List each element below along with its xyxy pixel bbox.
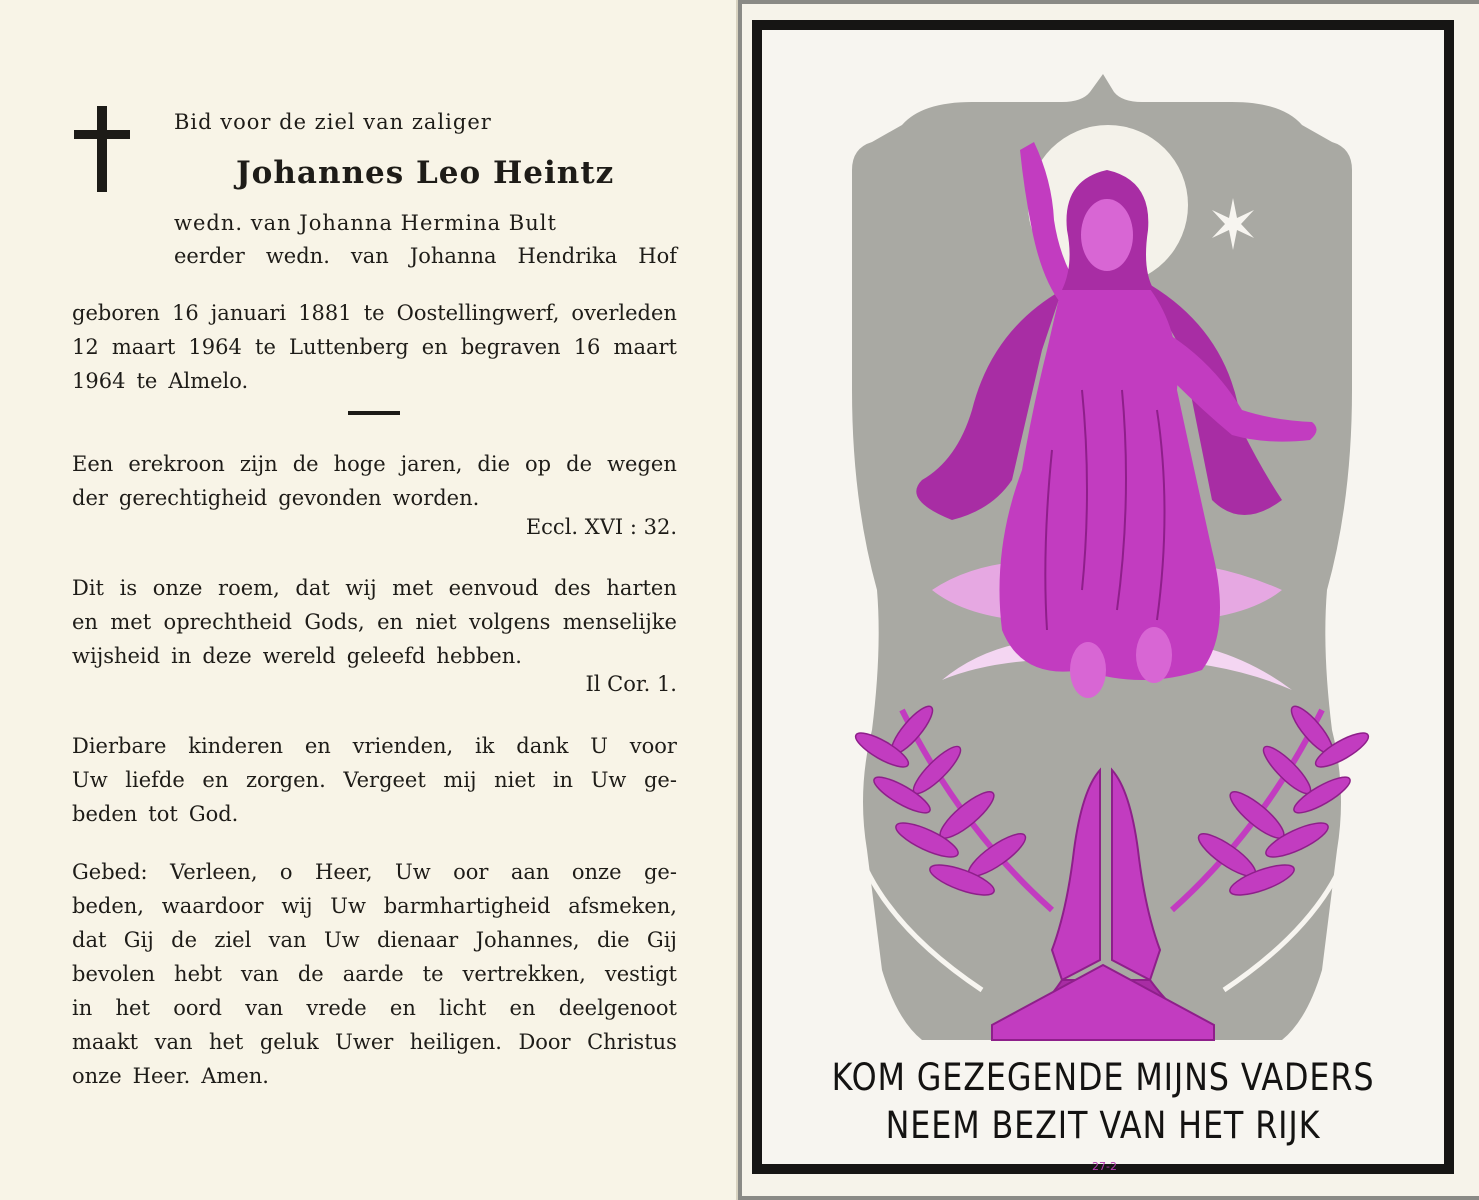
word: aarde [342,962,404,986]
word: Heer. [132,1064,191,1088]
word: volgens [468,610,551,634]
word: zorgen. [245,768,326,792]
word: bevolen [72,962,156,986]
word: gerechtigheid [118,486,268,510]
word: hoge [333,452,386,476]
word: onze [152,576,203,600]
word: op [525,452,552,476]
word: Uw [590,768,627,792]
word: dienaar [377,928,459,952]
word: deelgenoot [558,996,677,1020]
text-line [72,605,677,639]
word: de [297,962,324,986]
word: het [115,996,150,1020]
word: Uw [323,928,360,952]
text-line [72,1059,677,1093]
word: de [566,452,593,476]
word: Een [72,452,114,476]
word: overleden [571,301,677,325]
word: van [154,1030,193,1054]
word: 12 [72,335,99,359]
word: harten [606,576,677,600]
text-line [72,330,677,364]
word: roem, [218,576,280,600]
black-border-frame [752,20,1454,1174]
word: licht [439,996,487,1020]
word: Gij [123,928,154,952]
divider [348,411,400,415]
word: wij [345,576,377,600]
word: ge- [643,768,677,792]
word: Dierbare [72,734,167,758]
word: eenvoud [448,576,539,600]
word: deze [202,644,252,668]
verse-2-reference: Il Cor. 1. [585,672,677,696]
word: Verleen, [170,860,258,884]
text-line [72,481,677,515]
word: tot [148,802,178,826]
word: oor [453,860,489,884]
deceased-name: Johannes Leo Heintz [236,155,615,191]
caption-line-2: NEEM BEZIT VAN HET RIJK [885,1104,1321,1147]
word: erekroon [128,452,225,476]
word: Christus [587,1030,677,1054]
word: met [110,610,152,634]
word: Johannes, [475,928,580,952]
word: Door [518,1030,571,1054]
word: oprechtheid [163,610,292,634]
word: en [421,335,448,359]
word: Uw [72,768,108,792]
text-line [72,639,677,673]
text-line [72,571,677,605]
word: 1881 [298,301,352,325]
text-line [72,364,677,398]
left-foot [1070,642,1106,698]
word: U [590,734,608,758]
word: te [136,369,158,393]
word: Uwer [335,1030,394,1054]
word: dank [516,734,569,758]
word: geleefd [346,644,426,668]
word: Hof [638,244,677,268]
christ-enthroned-illustration [762,30,1444,1164]
word: aan [510,860,550,884]
word: de [292,452,319,476]
word: de [171,928,198,952]
widower-line-1: wedn. van Johanna Hermina Bult [174,211,557,235]
word: Heer, [315,860,373,884]
word: der [72,486,108,510]
word: in [552,768,574,792]
word: niet [494,768,536,792]
word: afsmeken, [568,894,677,918]
verse-1-reference: Eccl. XVI : 32. [525,515,677,539]
word: jaren, [400,452,463,476]
word: Uw [395,860,431,884]
word: wegen [607,452,677,476]
text-line [72,991,677,1025]
word: vrienden, [352,734,454,758]
word: en [377,610,404,634]
word: worden. [392,486,480,510]
word: ge- [643,860,677,884]
word: en [202,768,229,792]
text-line [72,729,677,763]
word: o [279,860,293,884]
print-mark: 27-2 [1092,1160,1117,1173]
word: vrede [306,996,367,1020]
word: die [596,928,630,952]
verse-1-paragraph [72,447,677,515]
word: 16 [573,335,601,359]
word: eerder [174,244,245,268]
right-foot [1136,627,1172,683]
word: 1964 [188,335,242,359]
word: dat [295,576,330,600]
word: van [350,244,389,268]
word: waardoor [161,894,264,918]
word: ziel [214,928,252,952]
word: te [422,962,444,986]
word: Dit [72,576,104,600]
word: onze [571,860,622,884]
word: wijsheid [72,644,161,668]
word: en [304,734,331,758]
word: 1964 [72,369,126,393]
word: wedn. [265,244,330,268]
word: zijn [239,452,278,476]
word: beden, [72,894,144,918]
word: met [392,576,434,600]
word: mij [443,768,477,792]
word: menselijke [562,610,677,634]
word: en [389,996,416,1020]
cross-icon [74,106,130,192]
word: liefde [125,768,185,792]
word: is [119,576,138,600]
prayer-paragraph [72,855,677,1093]
word: Uw [330,894,366,918]
word: te [255,335,276,359]
word: van [245,996,284,1020]
word: Gij [646,928,677,952]
word: maart [111,335,176,359]
word: oord [173,996,222,1020]
word: in [171,644,192,668]
text-line [72,763,677,797]
word: geluk [259,1030,319,1054]
word: geboren [72,301,160,325]
word: Johanna [409,244,497,268]
word: en [509,996,536,1020]
memorial-text-card [0,0,738,1200]
memorial-picture-card [742,4,1479,1196]
text-line [72,447,677,481]
word: in [72,996,93,1020]
word: maakt [72,1030,139,1054]
word: beden [72,802,138,826]
word: hebben. [436,644,522,668]
word: ik [475,734,495,758]
word: God. [188,802,239,826]
word: Amen. [201,1064,269,1088]
word: dat [72,928,107,952]
birth-death-paragraph [72,296,677,398]
word: Gebed: [72,860,148,884]
word: het [208,1030,244,1054]
word: onze [72,1064,122,1088]
text-line [72,296,677,330]
word: Hendrika [517,244,618,268]
text-line [72,1025,677,1059]
word: wereld [262,644,336,668]
word: van [240,962,279,986]
word: Oostellingwerf, [396,301,560,325]
word: vestigt [604,962,677,986]
word: begraven [460,335,561,359]
word: des [554,576,591,600]
farewell-paragraph [72,729,677,831]
text-line [72,923,677,957]
word: voor [629,734,677,758]
word: kinderen [188,734,284,758]
text-line [72,957,677,991]
word: maart [613,335,677,359]
word: Vergeet [343,768,426,792]
word: Luttenberg [289,335,409,359]
caption-line-1: KOM GEZEGENDE MIJNS VADERS [831,1056,1375,1099]
word: 16 [172,301,199,325]
text-line [72,797,677,831]
word: Almelo. [168,369,249,393]
word: van [268,928,307,952]
word: Gods, [304,610,365,634]
word: januari [210,301,287,325]
word: wij [281,894,313,918]
word: hebt [174,962,222,986]
word: heiligen. [409,1030,502,1054]
word: te [363,301,385,325]
widower-line-2 [174,244,677,268]
intro-line: Bid voor de ziel van zaliger [174,110,492,134]
text-line [72,855,677,889]
word: niet [415,610,457,634]
word: gevonden [278,486,382,510]
word: en [72,610,98,634]
verse-2-paragraph [72,571,677,673]
word: barmhartigheid [383,894,551,918]
word: die [477,452,510,476]
text-line [72,889,677,923]
word: vertrekken, [462,962,586,986]
